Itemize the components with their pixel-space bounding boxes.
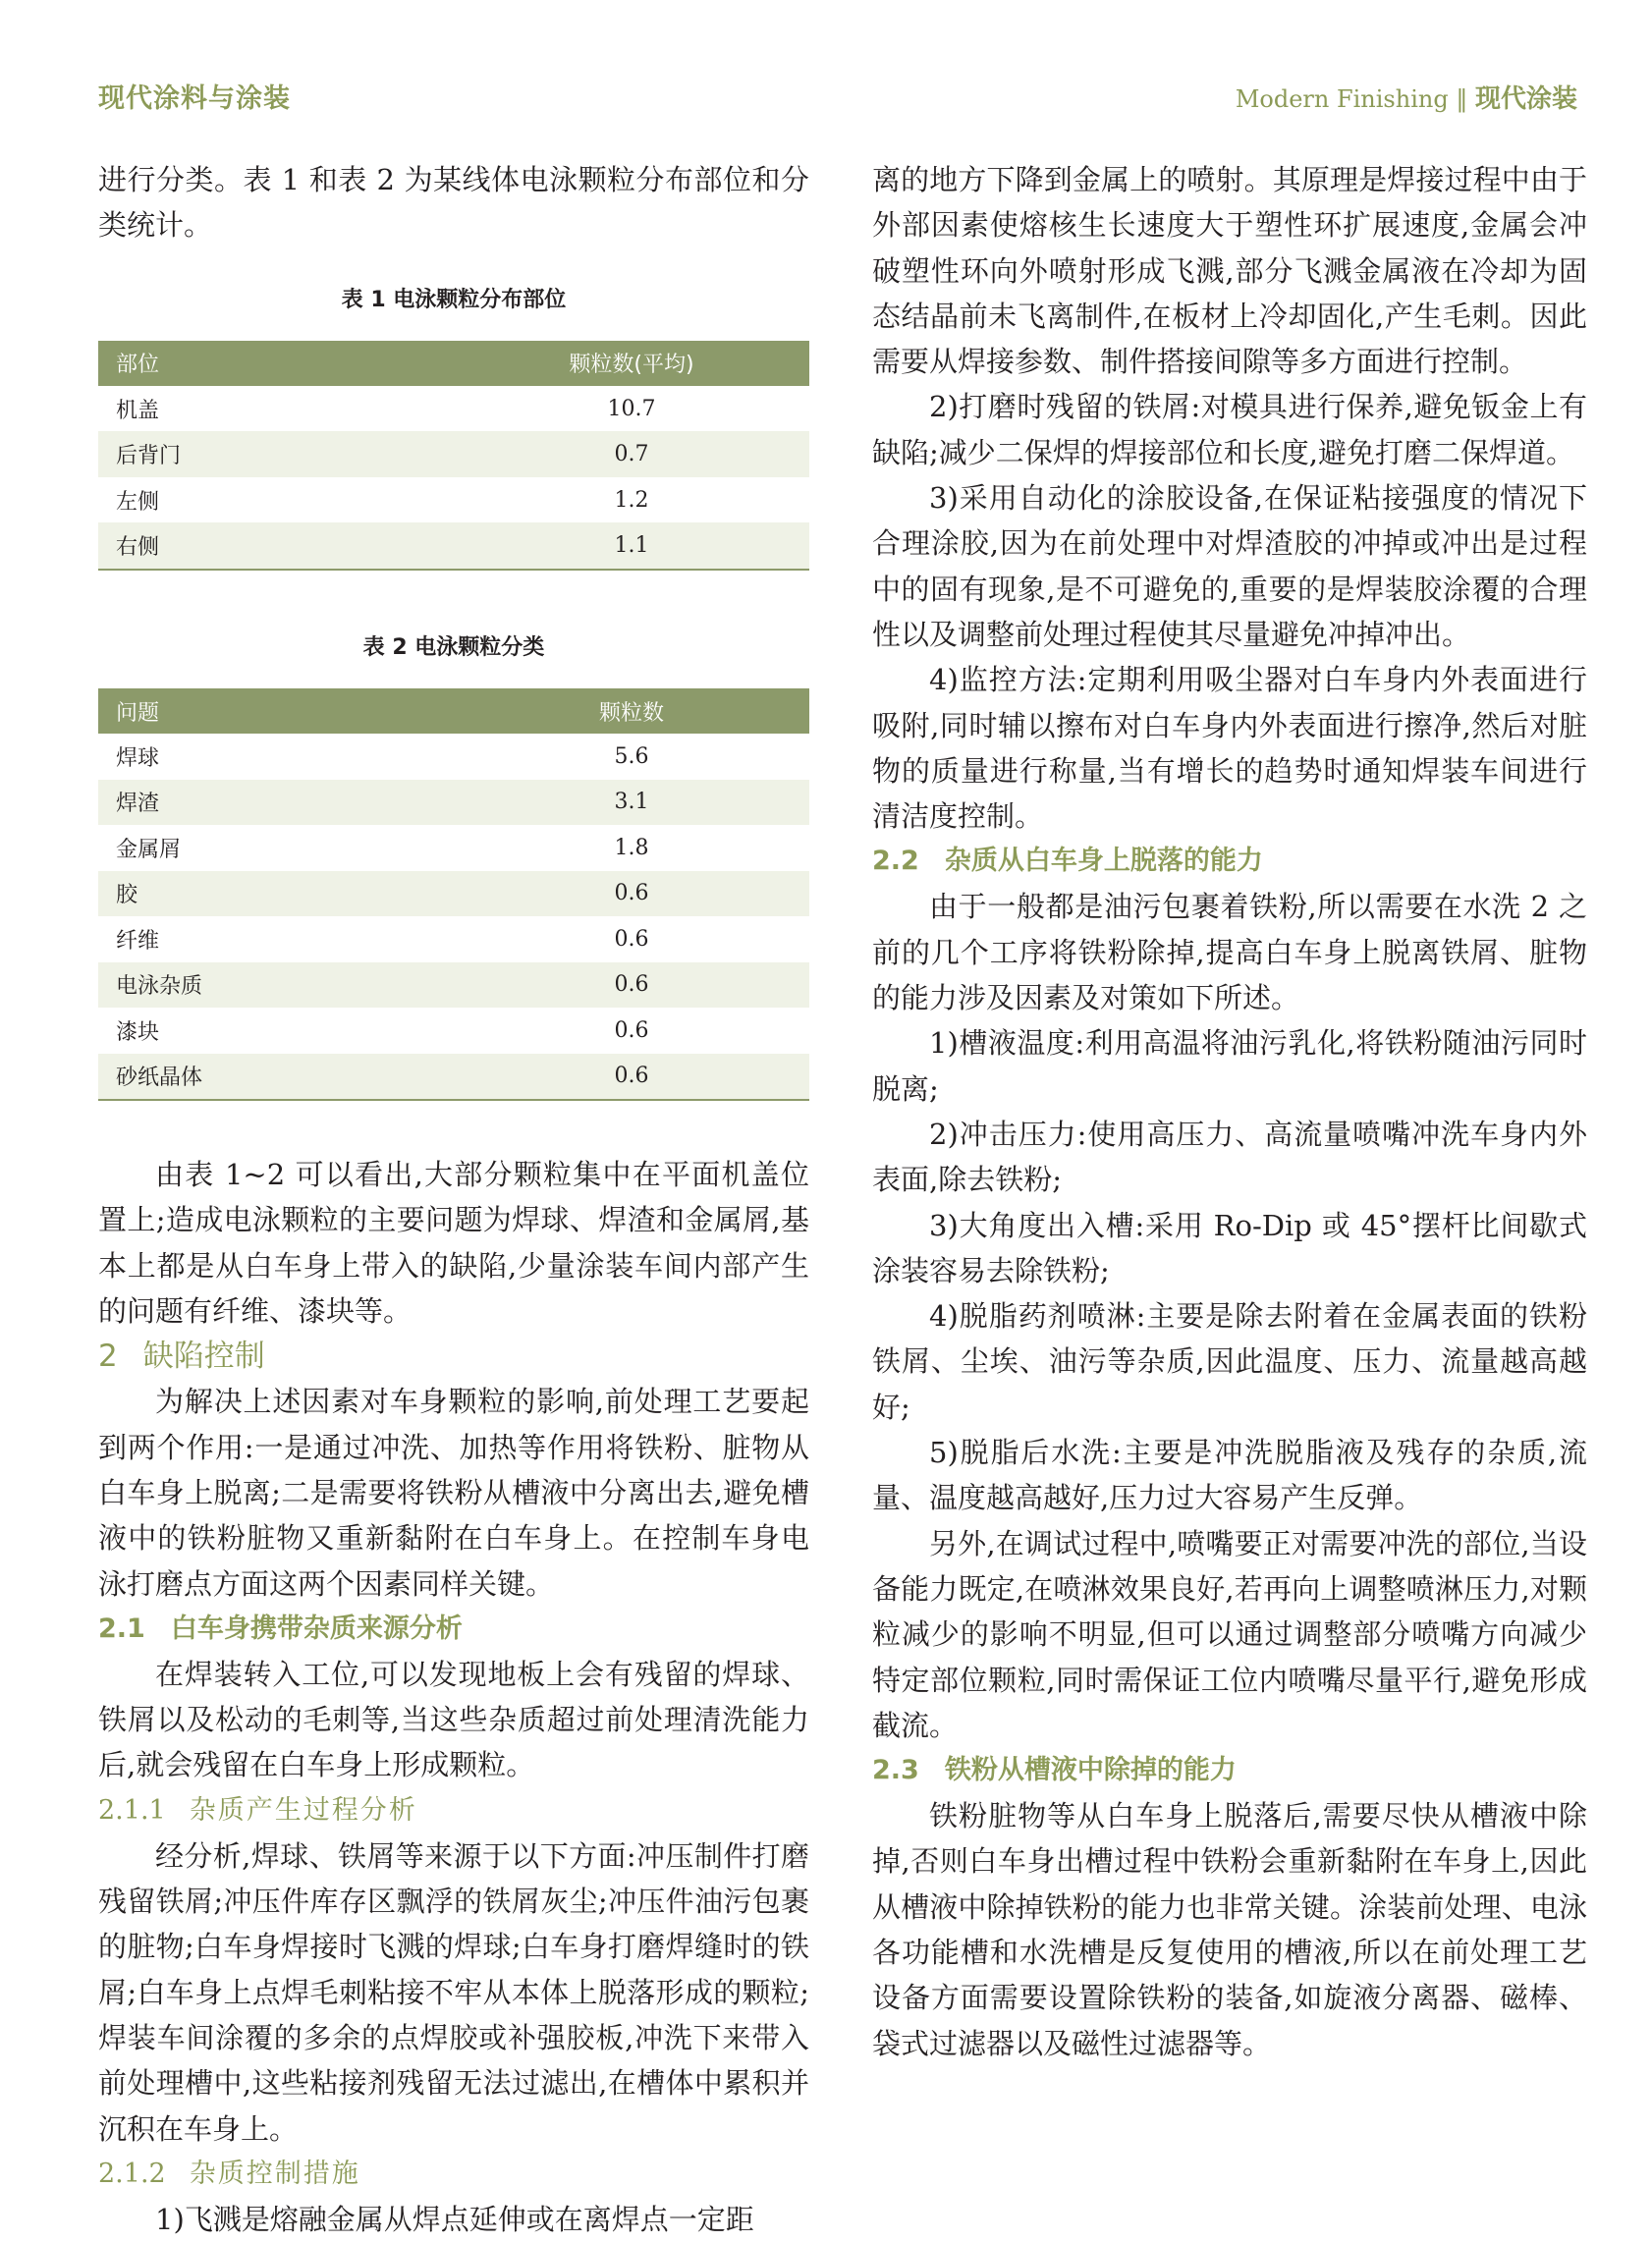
table-row xyxy=(98,962,809,1009)
table-row xyxy=(98,916,809,962)
table-cell-value: 0.6 xyxy=(454,1054,809,1101)
table1-caption: 表 1 电泳颗粒分布部位 xyxy=(341,287,567,312)
table-classification xyxy=(98,688,809,1101)
table2-caption: 表 2 电泳颗粒分类 xyxy=(362,634,545,660)
journal-header-left: 现代涂料与涂装 xyxy=(98,83,291,114)
section-2-1-1-heading: 2.1.1 杂质产生过程分析 xyxy=(98,1794,417,1826)
table-cell-label: 右侧 xyxy=(98,522,454,570)
table-cell-label: 金属屑 xyxy=(116,837,182,862)
section-2-heading: 2 缺陷控制 xyxy=(98,1339,265,1375)
journal-name-cn: 现代涂装 xyxy=(1474,84,1577,114)
table-row xyxy=(98,871,809,917)
table-row xyxy=(98,431,809,477)
measure-2-paragraph: 2)打磨时残留的铁屑:对模具进行保养,避免钣金上有缺陷;减少二保焊的焊接部位和长度,避免打磨二保焊道。 xyxy=(872,390,1587,469)
measure-3-paragraph: 3)采用自动化的涂胶设备,在保证粘接强度的情况下合理涂胶,因为在前处理中对焊渣胶的冲掉或冲出是过程中的固有现象,是不可避免的,重要的是焊装胶涂覆的合理性以及调整前处理过程使其尽量避免冲掉冲出。 xyxy=(872,481,1587,651)
measure-4-paragraph: 4)监控方法:定期利用吸尘器对白车身内外表面进行吸附,同时辅以擦布对白车身内外表面进行擦净,然后对脏物的质量进行称量,当有增长的趋势时通知焊装车间进行清洁度控制。 xyxy=(872,663,1587,834)
table-header-cell: 问题 xyxy=(98,688,454,734)
factor-4-paragraph: 4)脱脂药剂喷淋:主要是除去附着在金属表面的铁粉铁屑、尘埃、油污等杂质,因此温度、压力、流量越高越好; xyxy=(872,1299,1587,1424)
table-cell-value: 1.2 xyxy=(614,487,649,513)
table-cell-value: 3.1 xyxy=(454,780,809,826)
table-header-cell: 颗粒数 xyxy=(454,688,809,734)
factor-2-paragraph: 2)冲击压力:使用高压力、高流量喷嘴冲洗车身内外表面,除去铁粉; xyxy=(872,1117,1587,1197)
table-cell-label: 纤维 xyxy=(116,928,160,954)
table-header-cell: 部位 xyxy=(98,341,454,386)
journal-name-en: Modern Finishing xyxy=(1235,85,1449,113)
table-cell-label: 焊渣 xyxy=(98,780,454,826)
table-cell-value: 0.6 xyxy=(454,962,809,1009)
table-row xyxy=(98,734,809,780)
section-2-1-paragraph: 在焊装转入工位,可以发现地板上会有残留的焊球、铁屑以及松动的毛刺等,当这些杂质超过前处理清洗能力后,就会残留在白车身上形成颗粒。 xyxy=(98,1657,809,1782)
table-cell-label: 左侧 xyxy=(116,489,160,515)
table-row xyxy=(98,1054,809,1101)
table-row xyxy=(98,386,809,432)
table-cell-label: 砂纸晶体 xyxy=(98,1054,454,1101)
section-2-2-paragraph: 由于一般都是油污包裹着铁粉,所以需要在水洗 2 之前的几个工序将铁粉除掉,提高白车身上脱离铁屑、脏物的能力涉及因素及对策如下所述。 xyxy=(872,890,1587,1015)
section-2-1-heading: 2.1 白车身携带杂质来源分析 xyxy=(98,1613,463,1644)
table-cell-value: 0.6 xyxy=(454,871,809,917)
table-row xyxy=(98,522,809,570)
section-2-3-paragraph: 铁粉脏物等从白车身上脱落后,需要尽快从槽液中除掉,否则白车身出槽过程中铁粉会重新黏附在车身上,因此从槽液中除掉铁粉的能力也非常关键。涂装前处理、电泳各功能槽和水洗槽是反复使用的槽液,所以在前处理工艺设备方面需要设置除铁粉的装备,如旋液分离器、磁棒、袋式过滤器以及磁性过滤器等。 xyxy=(872,1799,1587,2060)
table-header-row xyxy=(98,341,809,386)
table-row xyxy=(98,825,809,871)
section-2-3-heading: 2.3 铁粉从槽液中除掉的能力 xyxy=(872,1755,1237,1786)
header-separator: ‖ xyxy=(1456,85,1468,113)
section-2-2-heading: 2.2 杂质从白车身上脱落的能力 xyxy=(872,846,1263,877)
table-cell-label: 电泳杂质 xyxy=(98,962,454,1009)
continued-paragraph: 离的地方下降到金属上的喷射。其原理是焊接过程中由于外部因素使熔核生长速度大于塑性环扩展速度,金属会冲破塑性环向外喷射形成飞溅,部分飞溅金属液在冷却为固态结晶前未飞离制件,在板材上冷却固化,产生毛刺。因此需要从焊接参数、制件搭接间隙等多方面进行控制。 xyxy=(872,163,1587,379)
table-cell-label: 机盖 xyxy=(116,398,160,423)
intro-paragraph: 进行分类。表 1 和表 2 为某线体电泳颗粒分布部位和分类统计。 xyxy=(98,163,809,243)
table-cell-value: 10.7 xyxy=(607,396,656,421)
table-header-cell: 颗粒数(平均) xyxy=(454,341,809,386)
table-cell-value: 1.8 xyxy=(614,835,649,860)
table-cell-value: 1.1 xyxy=(454,522,809,570)
right-column xyxy=(872,157,1587,2066)
journal-header-right xyxy=(1236,79,1577,115)
table-distribution xyxy=(98,341,809,571)
section-2-1-2-heading: 2.1.2 杂质控制措施 xyxy=(98,2158,360,2189)
table-row xyxy=(98,1008,809,1054)
section-2-paragraph: 为解决上述因素对车身颗粒的影响,前处理工艺要起到两个作用:一是通过冲洗、加热等作用将铁粉、脏物从白车身上脱离;二是需要将铁粉从槽液中分离出去,避免槽液中的铁粉脏物又重新黏附在白车身上。在控制车身电泳打磨点方面这两个因素同样关键。 xyxy=(98,1385,809,1601)
section-2-1-2-paragraph: 1)飞溅是熔融金属从焊点延伸或在离焊点一定距 xyxy=(155,2202,754,2236)
factor-3-paragraph: 3)大角度出入槽:采用 Ro-Dip 或 45°摆杆比间歇式涂装容易去除铁粉; xyxy=(872,1208,1587,1287)
table-cell-value: 0.7 xyxy=(454,431,809,477)
left-column xyxy=(98,157,809,2242)
section-2-1-1-paragraph: 经分析,焊球、铁屑等来源于以下方面:冲压制件打磨残留铁屑;冲压件库存区飘浮的铁屑灰尘;冲压件油污包裹的脏物;白车身焊接时飞溅的焊球;白车身打磨焊缝时的铁屑;白车身上点焊毛刺粘接不牢从本体上脱落形成的颗粒;焊装车间涂覆的多余的点焊胶或补强胶板,冲洗下来带入前处理槽中,这些粘接剂残留无法过滤出,在槽体中累积并沉积在车身上。 xyxy=(98,1838,809,2146)
table-cell-value: 5.6 xyxy=(614,743,649,769)
table-cell-label: 漆块 xyxy=(116,1019,160,1045)
nozzle-paragraph: 另外,在调试过程中,喷嘴要正对需要冲洗的部位,当设备能力既定,在喷淋效果良好,若再向上调整喷淋压力,对颗粒减少的影响不明显,但可以通过调整部分喷嘴方向减少特定部位颗粒,同时需保证工位内喷嘴尽量平行,避免形成截流。 xyxy=(872,1526,1587,1742)
table-row xyxy=(98,780,809,826)
factor-5-paragraph: 5)脱脂后水洗:主要是冲洗脱脂液及残存的杂质,流量、温度越高越好,压力过大容易产生反弹。 xyxy=(872,1436,1587,1515)
table-cell-value: 0.6 xyxy=(614,1017,649,1043)
table-cell-label: 焊球 xyxy=(116,745,160,771)
table-cell-label: 胶 xyxy=(98,871,454,917)
summary-paragraph: 由表 1~2 可以看出,大部分颗粒集中在平面机盖位置上;造成电泳颗粒的主要问题为焊球、焊渣和金属屑,基本上都是从白车身上带入的缺陷,少量涂装车间内部产生的问题有纤维、漆块等。 xyxy=(98,1158,809,1329)
factor-1-paragraph: 1)槽液温度:利用高温将油污乳化,将铁粉随油污同时脱离; xyxy=(872,1026,1587,1106)
table-cell-label: 后背门 xyxy=(98,431,454,477)
table-cell-value: 0.6 xyxy=(614,926,649,952)
table-header-row xyxy=(98,688,809,734)
table-row xyxy=(98,477,809,523)
